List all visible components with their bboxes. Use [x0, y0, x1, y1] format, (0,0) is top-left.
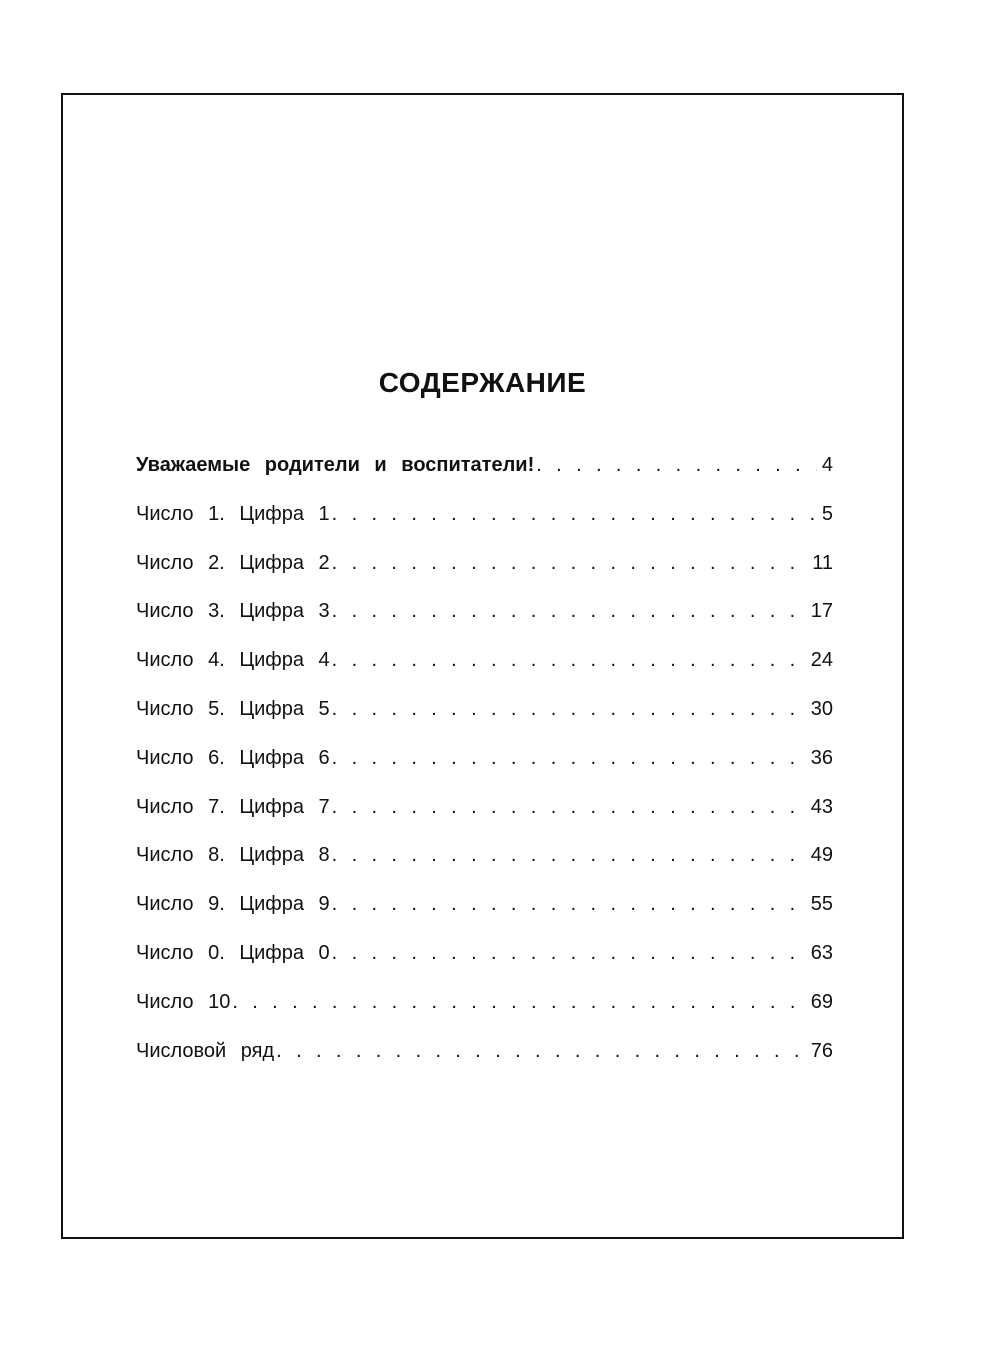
toc-leader-dots — [332, 549, 809, 577]
table-of-contents — [136, 451, 833, 1085]
toc-entry-label: Число 1. Цифра 1 — [136, 502, 330, 525]
toc-entry-label: Число 0. Цифра 0 — [136, 941, 330, 964]
toc-entry[interactable] — [136, 890, 833, 939]
toc-entry[interactable] — [136, 646, 833, 695]
toc-leader-dots — [332, 695, 807, 723]
toc-entry-label: Число 9. Цифра 9 — [136, 893, 330, 916]
toc-leader-dots — [536, 451, 817, 479]
toc-entry-page: 5 — [821, 502, 833, 525]
toc-entry-page: 36 — [810, 746, 833, 769]
toc-entry-label: Число 2. Цифра 2 — [136, 551, 330, 574]
toc-entry[interactable] — [136, 841, 833, 890]
toc-entry-page: 76 — [810, 1039, 833, 1062]
toc-entry-label: Число 5. Цифра 5 — [136, 697, 330, 720]
toc-entry-label: Число 7. Цифра 7 — [136, 795, 330, 818]
toc-entry-label: Числовой ряд — [136, 1039, 275, 1062]
toc-entry-page: 4 — [821, 454, 833, 476]
toc-leader-dots — [332, 646, 807, 674]
toc-entry-label: Уважаемые родители и воспитатели! — [136, 454, 535, 476]
toc-entry-page: 24 — [810, 649, 833, 672]
toc-leader-dots — [332, 793, 807, 821]
toc-entry-label: Число 10 — [136, 990, 231, 1013]
toc-entry[interactable] — [136, 500, 833, 549]
page-title: СОДЕРЖАНИЕ — [378, 367, 587, 398]
toc-entry[interactable] — [136, 451, 833, 500]
toc-entry[interactable] — [136, 549, 833, 598]
toc-entry[interactable] — [136, 695, 833, 744]
toc-leader-dots — [332, 890, 807, 918]
toc-entry-page: 11 — [812, 551, 833, 574]
toc-entry[interactable] — [136, 988, 833, 1037]
toc-leader-dots — [276, 1037, 807, 1065]
toc-leader-dots — [332, 744, 807, 772]
toc-leader-dots — [332, 841, 807, 869]
toc-entry-label: Число 6. Цифра 6 — [136, 746, 330, 769]
toc-entry-page: 55 — [810, 893, 833, 916]
toc-entry-page: 17 — [810, 600, 833, 623]
toc-entry[interactable] — [136, 597, 833, 646]
toc-leader-dots — [332, 597, 807, 625]
toc-entry[interactable] — [136, 1037, 833, 1086]
toc-entry-page: 43 — [810, 795, 833, 818]
toc-entry-label: Число 8. Цифра 8 — [136, 844, 330, 867]
toc-entry-label: Число 4. Цифра 4 — [136, 649, 330, 672]
toc-entry-page: 49 — [810, 844, 833, 867]
toc-entry[interactable] — [136, 744, 833, 793]
toc-entry[interactable] — [136, 939, 833, 988]
toc-entry-label: Число 3. Цифра 3 — [136, 600, 330, 623]
toc-entry-page: 30 — [810, 697, 833, 720]
toc-entry-page: 69 — [810, 990, 833, 1013]
page-frame — [61, 93, 904, 1239]
toc-leader-dots — [332, 500, 817, 528]
toc-entry[interactable] — [136, 793, 833, 842]
toc-leader-dots — [332, 939, 807, 967]
toc-entry-page: 63 — [810, 941, 833, 964]
toc-leader-dots — [232, 988, 806, 1016]
